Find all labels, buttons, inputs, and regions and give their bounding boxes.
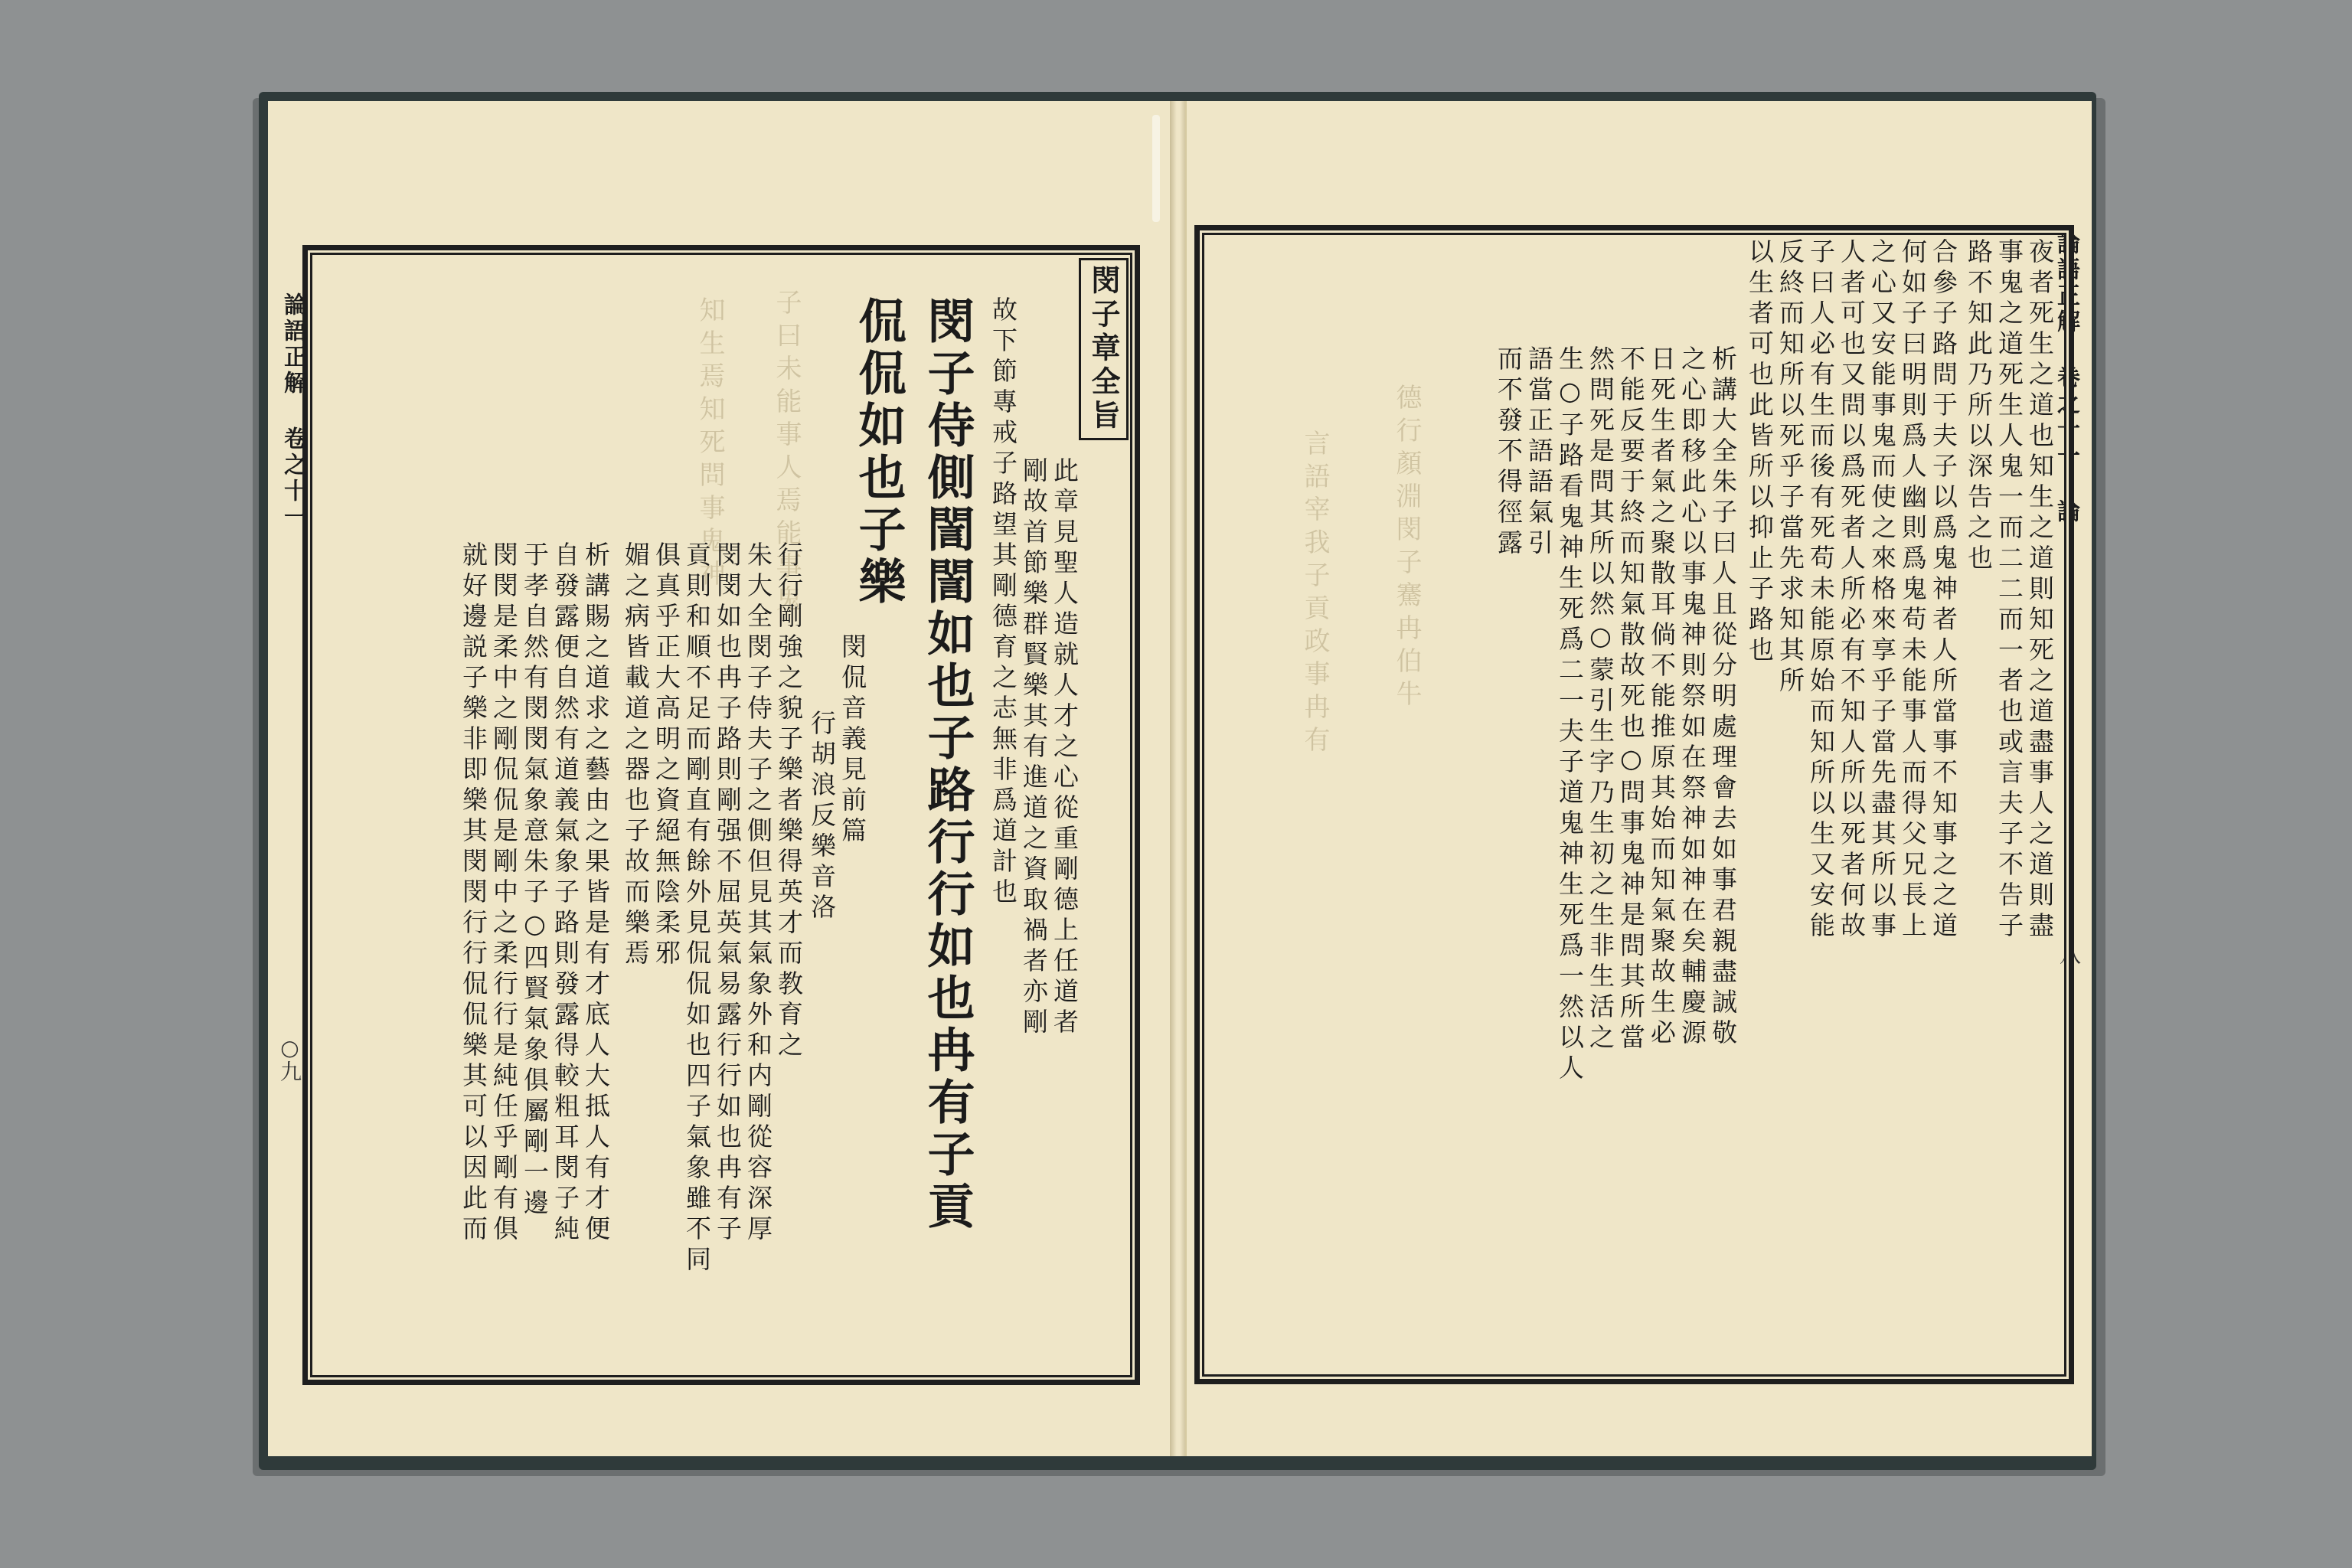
commentary-line: 朱大全閔子侍夫子之側但見其氣象外和内剛從容深厚 bbox=[743, 541, 773, 1246]
commentary-line: 剛故首節樂群賢樂其有進道之資取禍者亦剛 bbox=[1019, 457, 1049, 1039]
chapter-header-box: 閔子章全旨 bbox=[1079, 258, 1129, 440]
text-line: 然問死是問其所以然○蒙引生字乃生初之生非生活之 bbox=[1586, 345, 1615, 1054]
book-gutter bbox=[1170, 101, 1187, 1456]
commentary-line: 故下節專戒子路望其剛德育之志無非爲道計也 bbox=[988, 296, 1018, 909]
text-line: 語當正語語氣引 bbox=[1524, 345, 1554, 560]
bleed-through-text: 知生焉知死問事鬼神 bbox=[694, 296, 725, 593]
left-text-frame bbox=[302, 245, 1140, 1385]
text-line: 之心又安能事鬼而使之來格來享乎子當先盡其所以事 bbox=[1867, 238, 1897, 942]
text-line: 之心即移此心以事鬼神則祭如在祭神如神在矣輔慶源 bbox=[1677, 345, 1707, 1050]
commentary-line: 俱真乎正大高明之資絕無陰柔邪 bbox=[652, 541, 681, 970]
text-line: 事鬼之道死生人鬼一而二二而一者也或言夫子不告子 bbox=[1994, 238, 2024, 942]
left-page-number: ○九 bbox=[277, 1035, 302, 1082]
commentary-line: 就好邊説子樂非即樂其閔閔行行侃侃樂其可以因此而 bbox=[459, 541, 488, 1246]
commentary-line: 媚之病皆載道之器也子故而樂焉 bbox=[621, 541, 651, 970]
right-page-number: 八 bbox=[2056, 943, 2082, 965]
commentary-line: 貢則和順不足而剛直有餘外見侃侃如也四子氣象雖不同 bbox=[682, 541, 712, 1276]
text-line: 人者可也又問以爲死者人所必有不知人所以死者何故 bbox=[1837, 238, 1867, 942]
right-text-frame bbox=[1194, 225, 2074, 1384]
text-line: 合參子路問于夫子以爲鬼神者人所當事不知事之之道 bbox=[1929, 238, 1958, 942]
text-line: 子曰人必有生而後有死苟未能原始而知所以生又安能 bbox=[1806, 238, 1836, 942]
chapter-header bbox=[1079, 258, 1129, 440]
binding-thread bbox=[1152, 115, 1160, 222]
pronunciation-note: 行胡浪反樂音洛 bbox=[807, 710, 837, 924]
text-line: 析講大全朱子曰人且從分明處理會去如事君親盡誠敬 bbox=[1708, 345, 1738, 1050]
left-margin-title: 論語正解 卷之十一 bbox=[279, 292, 306, 531]
text-line: 日死生者氣之聚散耳倘不能推原其始而知氣聚故生必 bbox=[1647, 345, 1677, 1050]
main-text-line: 閔子侍側誾誾如也子路行行如也冉有子貢 bbox=[920, 296, 975, 1233]
right-page bbox=[1185, 101, 2092, 1456]
commentary-line: 行行剛強之貌子樂者樂得英才而教育之 bbox=[774, 541, 804, 1062]
text-line: 不能反要于終而知氣散故死也○問事鬼神是問其所當 bbox=[1616, 345, 1646, 1054]
right-margin-title: 論語正解 卷之十一 論 bbox=[2053, 231, 2079, 525]
bleed-through-text: 德行顏淵閔子騫冉伯牛 bbox=[1391, 384, 1422, 713]
commentary-line: 閔閔如也冉子路則剛强不屈英氣易露行行如也冉有子 bbox=[713, 541, 743, 1246]
text-line: 反終而知所以死乎子當先求知其所 bbox=[1775, 238, 1805, 697]
commentary-line: 自發露便自然有道義氣象子路則發露得較粗耳閔子純 bbox=[550, 541, 580, 1246]
left-page bbox=[268, 101, 1173, 1456]
text-line: 而不發不得徑露 bbox=[1494, 345, 1524, 560]
text-line: 夜者死生之道也知生之道則知死之道盡事人之道則盡 bbox=[2025, 238, 2055, 942]
commentary-line: 此章見聖人造就人才之心從重剛德上任道者 bbox=[1050, 457, 1080, 1039]
text-line: 路不知此乃所以深告之也 bbox=[1964, 238, 1994, 575]
bleed-through-text: 言語宰我子貢政事冉有 bbox=[1299, 430, 1330, 759]
pronunciation-note: 閔侃音義見前篇 bbox=[838, 633, 867, 848]
text-line: 生○子路看鬼神生死爲二一夫子道鬼神生死爲一然以人 bbox=[1555, 345, 1585, 1085]
commentary-line: 析講賜之道求之藝由之果皆是有才底人大抵人有才便 bbox=[581, 541, 611, 1246]
text-line: 何如子曰明則爲人幽則爲鬼苟未能事人而得父兄長上 bbox=[1898, 238, 1928, 942]
commentary-line: 于孝自然有閔閔氣象意朱子○四賢氣象俱屬剛一邊 bbox=[520, 541, 550, 1220]
bleed-through-text: 子曰未能事人焉能事鬼 bbox=[771, 289, 802, 618]
commentary-line: 閔閔是柔中之剛侃侃是剛中之柔行行是純任乎剛有俱 bbox=[489, 541, 519, 1246]
text-line: 以生者可也此皆所以抑止子路也 bbox=[1745, 238, 1775, 667]
main-text-line: 侃侃如也子樂 bbox=[851, 296, 906, 609]
